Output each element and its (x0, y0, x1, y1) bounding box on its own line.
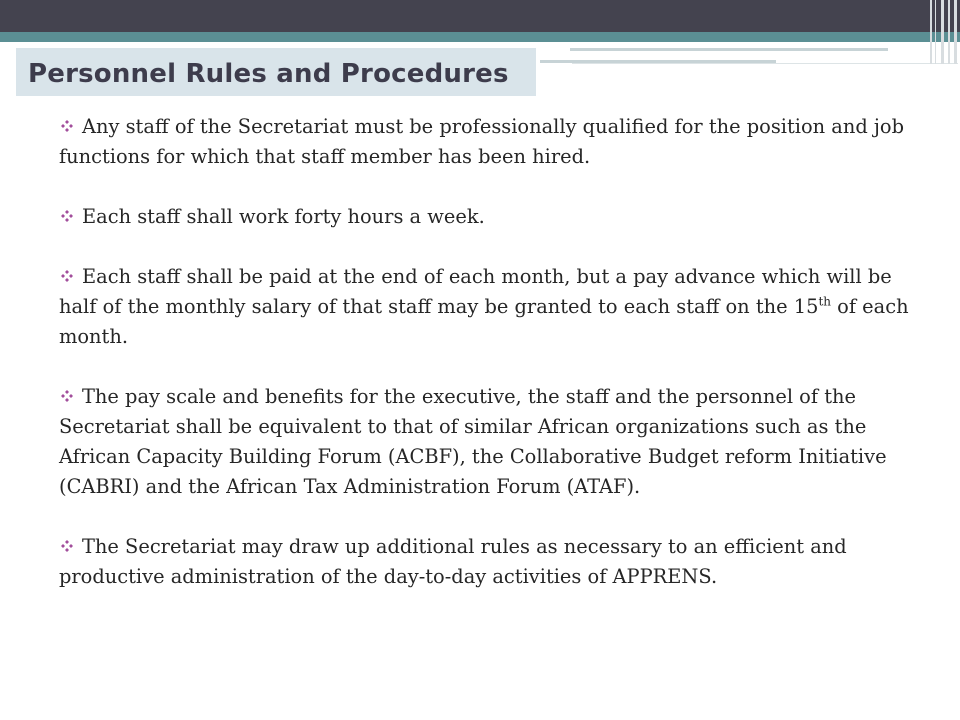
bullet-text-continued: of each month. (59, 295, 909, 348)
bullet-text: The Secretariat may draw up additional rules as necessary to an efficient and productive administration of the day-to-day activities of APPRENS. (59, 535, 847, 588)
bullet-item (59, 112, 919, 172)
decorative-stripe (930, 0, 932, 64)
bullet-text: The pay scale and benefits for the executive, the staff and the personnel of the Secretariat shall be equivalent to that of similar African organizations such as the African Capacity Building Forum (ACBF), the Collaborative Budget reform Initiative (CABRI) and the African Tax Administration Forum (ATAF). (59, 385, 887, 498)
four-diamond-bullet-icon (61, 390, 73, 402)
bullet-list (59, 112, 919, 622)
bullet-item (59, 262, 919, 352)
four-diamond-bullet-icon (61, 540, 73, 552)
bullet-text: Any staff of the Secretariat must be professionally qualified for the position and job functions for which that staff member has been hired. (59, 115, 905, 168)
decorative-stripe (941, 0, 944, 64)
header-band (0, 0, 960, 32)
four-diamond-bullet-icon (61, 120, 73, 132)
bullet-item (59, 382, 919, 502)
ordinal-superscript: th (818, 294, 831, 309)
bullet-text: Each staff shall be paid at the end of each month, but a pay advance which will be half of the monthly salary of that staff may be granted to each staff on the 15 (59, 265, 892, 318)
four-diamond-bullet-icon (61, 270, 73, 282)
decorative-stripe (954, 0, 957, 64)
accent-band (0, 32, 960, 42)
decorative-rule (570, 48, 888, 51)
bullet-text: Each staff shall work forty hours a week. (82, 205, 485, 228)
slide-title: Personnel Rules and Procedures (28, 59, 509, 89)
decorative-stripe (935, 0, 936, 64)
decorative-rule (572, 63, 958, 64)
bullet-item (59, 202, 919, 232)
four-diamond-bullet-icon (61, 210, 73, 222)
bullet-item (59, 532, 919, 592)
decorative-stripe (948, 0, 950, 64)
